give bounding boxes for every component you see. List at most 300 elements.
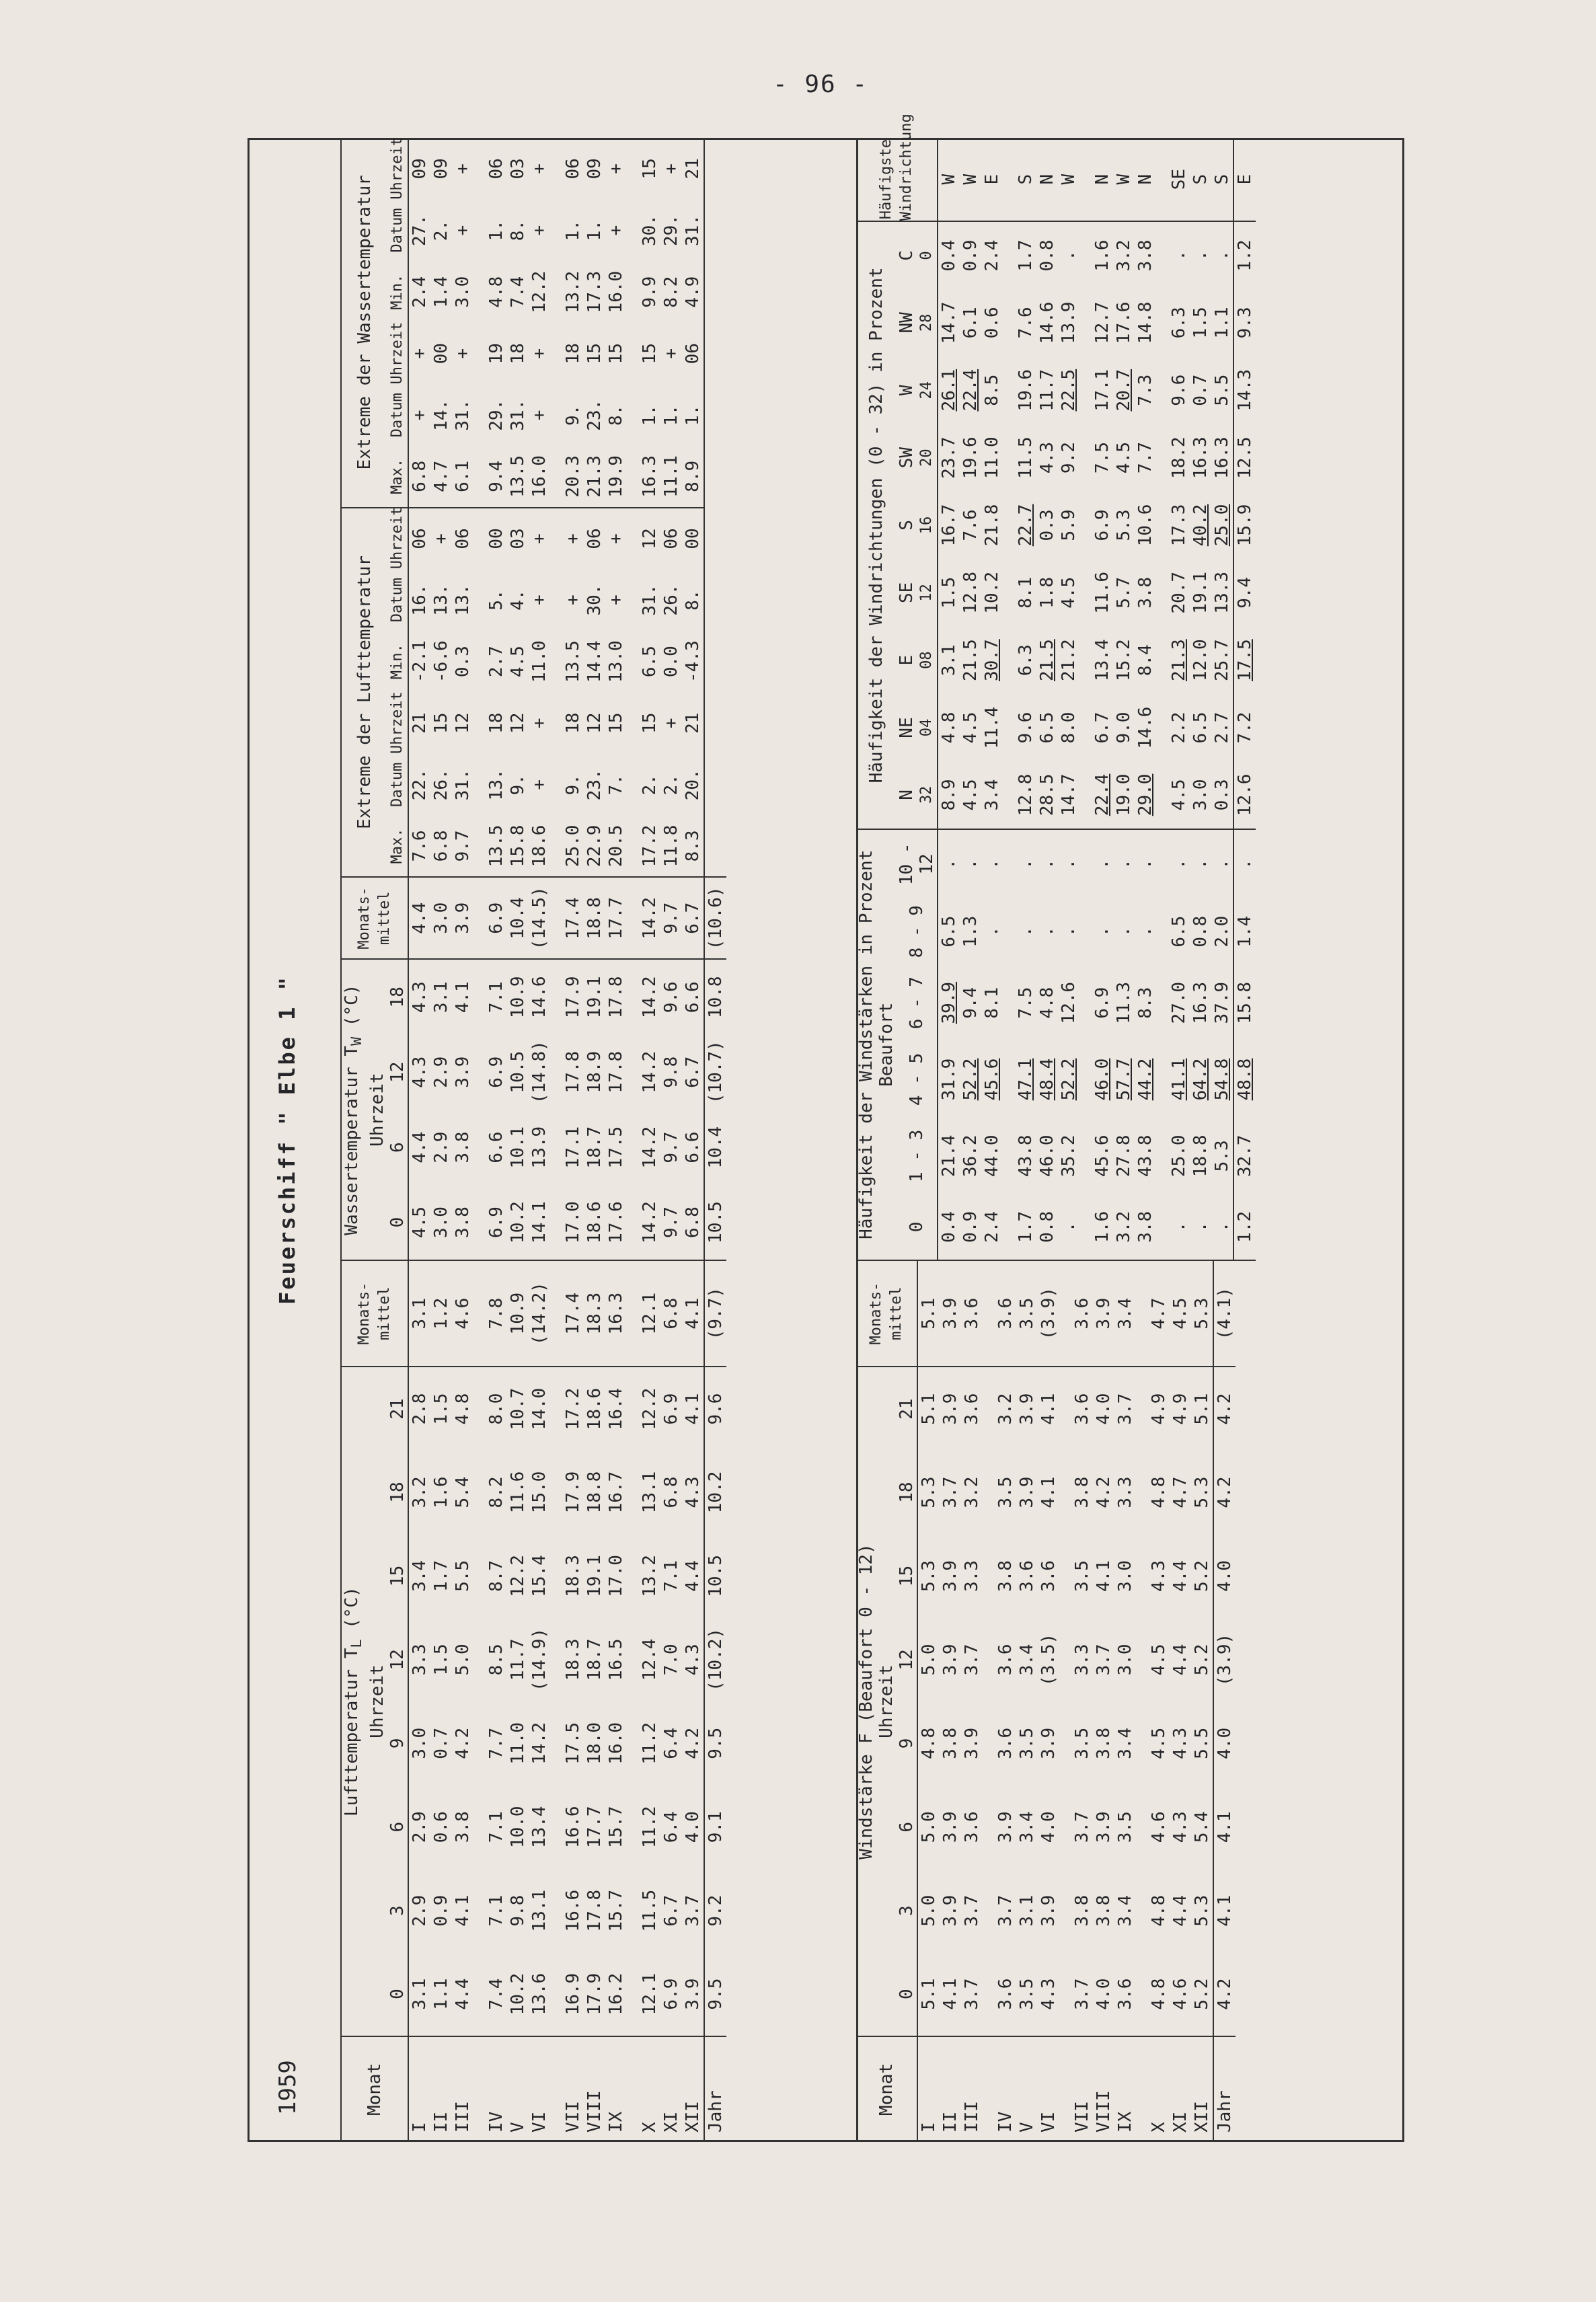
air-extreme-cell: 6.8 [430, 816, 452, 878]
wind-dir-code: 0 [918, 251, 935, 260]
air-temp-cell: 18.6 [584, 1387, 605, 1430]
water-extreme-cell: 14. [431, 399, 452, 431]
air-extreme-cell: 18.6 [529, 816, 550, 878]
wind-year-cell: 4.0 [1213, 1701, 1236, 1785]
air-extreme-col-header: Uhrzeit [387, 692, 408, 754]
water-extreme-cell: 7.4 [508, 276, 529, 308]
wind-dir-freq-cell: 7.6 [960, 509, 981, 541]
wind-strength-cell: 3.5 [1072, 1727, 1092, 1759]
wind-dir-freq-cell: 26.1 [939, 369, 959, 412]
wind-dir-freq-cell: 12.8 [1003, 761, 1036, 829]
water-temp-cell: 18.8 [584, 877, 605, 959]
wind-strength-cell: 3.9 [1093, 1261, 1114, 1367]
water-temp-cell: 10.1 [508, 1126, 529, 1169]
wind-year-cell: 4.2 [1213, 1952, 1236, 2036]
water-extreme-cell: 8.2 [661, 276, 682, 308]
wind-strength-cell: 5.1 [917, 1261, 940, 1367]
air-extreme-cell: 8.3 [682, 816, 704, 878]
wind-hour-header: 18 [897, 1451, 917, 1534]
air-temp-cell: 4.1 [682, 1261, 704, 1367]
wind-strength-cell: 4.4 [1170, 1560, 1190, 1592]
wind-dir-name: SE [897, 582, 917, 603]
water-extreme-cell: 11.1 [660, 446, 682, 508]
wind-dir-freq-cell: 17.3 [1169, 504, 1189, 547]
wind-dir-freq-cell: N [1135, 138, 1156, 221]
water-temp-cell: (14.8) [529, 1040, 550, 1104]
wind-dir-freq-cell: 4.5 [960, 761, 981, 829]
wind-dir-freq-cell: 8.0 [1059, 712, 1079, 744]
water-temp-cell: 10.9 [508, 976, 529, 1019]
water-temp-cell: 6.9 [473, 877, 507, 959]
air-temp-cell: 4.4 [452, 1952, 473, 2036]
wind-year-cell: 4.2 [1213, 1367, 1236, 1451]
wind-dir-freq-cell: 20.7 [1114, 369, 1134, 412]
water-temp-cell: 6.7 [683, 1056, 704, 1088]
water-temp-cell: 3.9 [452, 877, 473, 959]
air-temp-cell: 17.9 [563, 1471, 584, 1514]
air-extreme-col-header: Datum [387, 754, 408, 816]
wind-strength-cell: 5.5 [1192, 1727, 1212, 1759]
water-temp-cell: 17.1 [563, 1126, 584, 1169]
month-label: VIII [1094, 2090, 1114, 2133]
water-extreme-cell: + [453, 225, 473, 236]
wind-dir-freq-cell: 16.3 [1212, 436, 1232, 479]
wind-dir-freq-cell: 29.0 [1135, 761, 1156, 829]
wind-strength-freq-cell: 36.2 [960, 1135, 981, 1178]
month-label: VII [1072, 2101, 1092, 2133]
wind-dir-freq-cell: 0.6 [982, 307, 1002, 339]
air-extreme-col-header: Datum [387, 569, 408, 631]
air-temp-cell: 16.5 [606, 1638, 627, 1681]
air-temp-cell: 14.2 [529, 1722, 550, 1765]
wind-dir-freq-cell: 30.7 [982, 639, 1002, 681]
wind-strength-freq-cell: 3.2 [1113, 1194, 1135, 1260]
air-temp-cell: 10.2 [507, 1952, 529, 2036]
air-extreme-cell: 13. [453, 584, 473, 616]
water-temp-cell: 10.5 [508, 1050, 529, 1094]
air-temp-cell: 7.7 [486, 1727, 507, 1759]
wind-strength-freq-cell: 9.4 [960, 987, 981, 1019]
wind-dir-freq-year-cell: 12.5 [1233, 424, 1256, 491]
wind-hour-header: 6 [897, 1786, 917, 1869]
air-temp-cell: 17.8 [584, 1889, 605, 1932]
wind-strength-cell: 3.6 [961, 1261, 983, 1367]
wind-dir-freq-cell: 3.1 [939, 644, 959, 677]
wind-strength-freq-cell: . [1169, 858, 1189, 870]
water-extreme-cell: + [453, 348, 473, 359]
wind-strength-freq-cell: 39.9 [939, 981, 959, 1024]
wind-dir-freq-cell: SE [1156, 138, 1190, 221]
wind-dir-col-header [897, 559, 938, 626]
air-temp-cell: 9.8 [508, 1894, 529, 1927]
water-temp-cell: 17.8 [606, 1050, 627, 1094]
year-label: Jahr [704, 2036, 726, 2142]
air-temp-cell: 11.5 [640, 1889, 660, 1932]
air-temp-cell: 13.4 [529, 1806, 550, 1849]
wind-dir-freq-cell: 13.9 [1059, 301, 1079, 344]
water-temp-cell: (14.5) [529, 877, 550, 959]
wind-strength-cell: 4.7 [1170, 1476, 1190, 1508]
air-extreme-cell: 12 [640, 528, 660, 549]
wind-strength-freq-cell: . [939, 858, 959, 870]
air-year-cell: 9.5 [704, 1952, 726, 2036]
air-extreme-cell: 06 [584, 528, 605, 549]
wind-dir-freq-cell: 8.9 [938, 761, 960, 829]
wind-dir-freq-cell: 0.4 [939, 239, 959, 272]
wind-strength-cell: 3.6 [995, 1727, 1016, 1759]
air-temp-cell: 8.5 [486, 1644, 507, 1676]
wind-dir-freq-cell: W [1058, 138, 1079, 221]
wind-strength-freq-cell: 43.8 [1135, 1135, 1155, 1178]
wind-strength-cell: 5.3 [919, 1476, 939, 1508]
wind-strength-cell: 3.7 [961, 1952, 983, 2036]
wind-strength-freq-cell: . [1037, 858, 1057, 870]
wind-dir-freq-cell: 10.2 [982, 572, 1002, 614]
wind-dir-name: C [897, 250, 917, 261]
wind-strength-cell: 3.9 [940, 1644, 960, 1676]
wind-dir-freq-cell: 14.6 [1037, 301, 1057, 344]
air-temp-cell: 12.2 [508, 1555, 529, 1597]
air-temp-cell: 16.2 [605, 1952, 627, 2036]
air-temp-cell: 7.1 [486, 1811, 507, 1843]
wind-dir-code: 24 [918, 381, 935, 399]
air-extreme-col-header: Min. [387, 631, 408, 693]
wind-dir-freq-cell: 4.5 [1114, 442, 1134, 474]
air-temp-cell: 8.0 [486, 1393, 507, 1425]
air-extreme-cell: 21 [410, 712, 430, 734]
water-temp-cell: 4.4 [408, 877, 430, 959]
air-temp-cell: 15.7 [606, 1806, 627, 1849]
water-extreme-cell: 18 [563, 343, 584, 365]
wind-strength-freq-cell: . [1114, 926, 1134, 937]
wind-strength-freq-cell: . [1059, 926, 1079, 937]
air-temp-cell: 17.4 [550, 1261, 584, 1367]
wind-dir-freq-cell: 3.8 [1135, 576, 1155, 609]
wind-strength-cell: 3.4 [1017, 1644, 1037, 1676]
air-extreme-cell: 12 [453, 712, 473, 734]
wind-dir-freq-cell: 2.2 [1169, 712, 1189, 744]
wind-year-cell: 4.1 [1213, 1869, 1236, 1952]
air-extreme-cell: 7.6 [408, 816, 430, 878]
air-temp-cell: 10.7 [508, 1387, 529, 1430]
air-temp-cell: 16.4 [606, 1387, 627, 1430]
air-temp-cell: 3.1 [408, 1952, 430, 2036]
air-temp-cell: 4.0 [683, 1811, 704, 1843]
water-hour-header: 12 [387, 1034, 408, 1110]
wind-dir-freq-cell: 1.5 [939, 576, 959, 609]
wind-strength-cell: 3.9 [1038, 1727, 1059, 1759]
water-extreme-cell: 15 [606, 343, 627, 365]
wind-strength-cell: 4.9 [1149, 1393, 1169, 1425]
wind-dir-freq-cell: 25.0 [1212, 504, 1232, 547]
wind-strength-cell: 3.4 [1114, 1261, 1136, 1367]
wind-dir-freq-cell: 4.5 [1156, 761, 1190, 829]
wind-strength-cell: 4.1 [1038, 1393, 1059, 1425]
air-temp-cell: 14.0 [529, 1387, 550, 1430]
wind-dir-freq-cell: 16.3 [1190, 436, 1211, 479]
water-temp-title: Wassertemperatur T [342, 1045, 362, 1235]
air-temp-cell: 2.9 [410, 1811, 430, 1843]
beaufort-header: Beaufort [876, 829, 897, 1260]
wind-strength-freq-cell: 46.0 [1092, 1058, 1112, 1101]
water-temp-cell: 4.3 [410, 1056, 430, 1088]
month-label: XII [1192, 2101, 1212, 2133]
air-temp-cell: 8.7 [486, 1560, 507, 1592]
air-temp-cell: 5.0 [453, 1644, 473, 1676]
wind-dir-freq-cell: S [1003, 138, 1036, 221]
wind-monthly-mean-header: Monats-mittel [856, 1261, 917, 1367]
water-extreme-cell: 9.4 [473, 446, 507, 508]
wind-dir-code: 16 [918, 516, 935, 535]
wind-strength-cell: 3.6 [995, 1644, 1016, 1676]
wind-dir-freq-cell: 23.7 [939, 436, 959, 479]
wind-strength-freq-cell: . [1211, 1194, 1233, 1260]
air-extreme-cell: 23. [584, 769, 605, 801]
water-extreme-cell: 17.3 [584, 270, 605, 313]
air-temp-cell: 10.9 [507, 1261, 529, 1367]
air-year-cell: 9.1 [704, 1786, 726, 1869]
wind-dir-freq-cell: 8.1 [1016, 576, 1036, 609]
air-extreme-cell: 11.8 [660, 816, 682, 878]
month-label: I [919, 2122, 939, 2133]
wind-strength-freq-cell: 25.0 [1169, 1135, 1189, 1178]
water-extremes-header: Extreme der Wassertemperatur [342, 138, 387, 508]
water-temp-cell: 14.2 [640, 1126, 660, 1169]
water-extreme-cell: 16.0 [606, 270, 627, 313]
wind-strength-cell: 5.3 [1191, 1261, 1213, 1367]
wind-dir-freq-cell: 7.7 [1135, 442, 1155, 474]
air-temp-cell: (14.2) [529, 1261, 550, 1367]
wind-strength-cell: 5.0 [919, 1644, 939, 1676]
air-extreme-cell: 9. [508, 774, 529, 796]
wind-dir-freq-cell: 9.2 [1059, 442, 1079, 474]
air-temp-cell: 8.2 [486, 1476, 507, 1508]
month-label: IX [606, 2111, 627, 2133]
water-extreme-cell: 8. [508, 219, 529, 241]
air-temp-cell: 17.5 [563, 1722, 584, 1765]
water-extreme-cell: 2.4 [410, 276, 430, 308]
air-temp-cell: 15.4 [529, 1555, 550, 1597]
water-extreme-cell: + [661, 163, 682, 174]
wind-strength-freq-cell: . [1037, 926, 1057, 937]
wind-strength-freq-cell: . [1016, 858, 1036, 870]
wind-strength-cell: 4.4 [1170, 1644, 1190, 1676]
year-label: 1959 [274, 2060, 301, 2115]
wind-strength-cell: 4.5 [1149, 1727, 1169, 1759]
air-extreme-cell: + [661, 718, 682, 729]
water-temp-cell: 17.5 [606, 1126, 627, 1169]
air-temp-cell: 1.5 [431, 1393, 452, 1425]
air-temp-cell: 13.1 [640, 1471, 660, 1514]
wind-strength-freq-cell: 16.3 [1190, 981, 1211, 1024]
wind-strength-cell: 3.4 [1017, 1811, 1037, 1843]
water-temp-cell: 3.9 [453, 1056, 473, 1088]
wind-strength-freq-cell: 45.6 [982, 1058, 1002, 1101]
wind-dir-freq-cell: 22.5 [1059, 369, 1079, 412]
air-temp-sub: L [348, 1639, 366, 1648]
wind-strength-freq-cell: 35.2 [1059, 1135, 1079, 1178]
wind-dir-freq-cell: 25.7 [1212, 639, 1232, 681]
wind-strength-freq-cell: . [1190, 858, 1211, 870]
wind-strength-cell: 3.5 [1115, 1811, 1135, 1843]
wind-strength-cell: 5.2 [1192, 1644, 1212, 1676]
air-hour-header: 6 [387, 1786, 408, 1869]
water-extreme-cell: 4.9 [683, 276, 704, 308]
wind-dir-freq-cell: 6.3 [1016, 644, 1036, 677]
month-label: X [1149, 2122, 1169, 2133]
frequent-dir-header: Häufigste Windrichtung [856, 138, 938, 221]
air-monthly-mean-header: Monats-mittel [342, 1261, 408, 1367]
water-extreme-cell: 31. [508, 399, 529, 431]
air-temp-cell: 6.7 [661, 1894, 682, 1927]
wind-strength-cell: 3.6 [1114, 1952, 1136, 2036]
air-temp-cell: 6.9 [661, 1393, 682, 1425]
air-extreme-cell: 0.0 [661, 646, 682, 678]
air-extreme-col-header: Uhrzeit [387, 508, 408, 570]
wind-strength-cell: 3.2 [995, 1393, 1016, 1425]
wind-strength-cell: 3.8 [1072, 1894, 1092, 1927]
water-uhrzeit-header: Uhrzeit [367, 959, 387, 1260]
wind-strength-cell: 4.1 [1038, 1476, 1059, 1508]
air-extreme-cell: 15 [640, 712, 660, 734]
wind-strength-cell: 3.7 [962, 1894, 982, 1927]
wind-strength-freq-cell: 37.9 [1212, 981, 1232, 1024]
air-temp-cell: 5.5 [453, 1560, 473, 1592]
air-year-cell: 9.5 [704, 1701, 726, 1785]
wind-strength-cell: 4.5 [1149, 1644, 1169, 1676]
air-extreme-cell: 22.9 [584, 816, 605, 878]
wind-strength-cell: 4.3 [1170, 1727, 1190, 1759]
wind-dir-name: NE [897, 717, 917, 738]
wind-hour-header: 9 [897, 1701, 917, 1785]
wind-strength-freq-cell: 45.6 [1092, 1135, 1112, 1178]
air-extreme-cell: 9.7 [452, 816, 473, 878]
wind-strength-cell: 3.5 [1072, 1560, 1092, 1592]
wind-strength-freq-cell: 2.0 [1212, 915, 1232, 948]
water-temp-cell: 18.9 [584, 1050, 605, 1094]
air-temp-cell: 7.1 [486, 1894, 507, 1927]
air-temp-cell: 17.0 [606, 1555, 627, 1597]
water-temp-cell: 18.7 [584, 1126, 605, 1169]
wind-strength-cell: 3.0 [1115, 1560, 1135, 1592]
wind-strength-cell: 3.5 [1016, 1261, 1038, 1367]
wind-dir-code: 04 [918, 718, 935, 737]
air-extreme-cell: 15.8 [507, 816, 529, 878]
wind-strength-freq-cell: . [1135, 858, 1155, 870]
wind-strength-freq-cell: 8.1 [982, 987, 1002, 1019]
water-extreme-cell: 9.9 [640, 276, 660, 308]
wind-strength-freq-year-cell: . [1233, 829, 1256, 898]
air-temp-cell: 0.7 [431, 1727, 452, 1759]
water-extreme-cell: 12.2 [529, 270, 550, 313]
air-temp-cell: 7.8 [473, 1261, 507, 1367]
water-extreme-cell: 1. [661, 404, 682, 426]
water-temp-cell: 6.6 [486, 1131, 507, 1163]
month-label: XI [1170, 2111, 1190, 2133]
air-temp-cell: 15.7 [606, 1889, 627, 1932]
water-extreme-cell: 1. [584, 219, 605, 241]
wind-dir-freq-cell: 12.8 [960, 572, 981, 614]
water-hour-header: 6 [387, 1110, 408, 1185]
air-temp-cell: 11.6 [508, 1471, 529, 1514]
wind-dir-col-header [897, 289, 938, 356]
water-temp-cell: 6.6 [683, 1131, 704, 1163]
air-extreme-cell: + [606, 594, 627, 605]
wind-strength-cell: 4.8 [1149, 1476, 1169, 1508]
wind-dir-freq-cell: 11.0 [982, 436, 1002, 479]
wind-strength-freq-cell: 47.1 [1016, 1058, 1036, 1101]
air-temp-cell: 7.4 [473, 1952, 507, 2036]
water-extreme-cell: + [529, 348, 550, 359]
air-year-cell: (10.2) [704, 1618, 726, 1701]
wind-dir-freq-cell: 4.8 [939, 712, 959, 744]
air-extreme-cell: 8. [683, 589, 704, 611]
air-temp-cell: 1.2 [430, 1261, 452, 1367]
air-temp-cell: 6.8 [661, 1476, 682, 1508]
wind-dir-freq-header: Häufigkeit der Windrichtungen (0 - 32) in Prozent [856, 221, 897, 829]
wind-dir-freq-cell: 10.6 [1135, 504, 1155, 547]
water-extreme-cell: 9. [563, 404, 584, 426]
air-extreme-cell: 06 [453, 528, 473, 549]
water-year-cell: (10.7) [704, 1034, 726, 1110]
wind-strength-freq-cell: . [1114, 858, 1134, 870]
wind-dir-name: W [897, 385, 917, 396]
water-temp-cell: 14.2 [627, 1185, 660, 1260]
water-temp-cell: 3.0 [430, 1185, 452, 1260]
wind-dir-col-header [897, 761, 938, 829]
month-label: X [640, 2122, 660, 2133]
wind-strength-cell: 3.1 [1017, 1894, 1037, 1927]
air-extreme-cell: 00 [683, 528, 704, 549]
wind-dir-freq-cell: S [1211, 138, 1233, 221]
water-extreme-cell: 6.1 [452, 446, 473, 508]
wind-dir-freq-cell: W [960, 138, 981, 221]
wind-strength-cell: 3.9 [1094, 1811, 1114, 1843]
wind-strength-cell: 3.5 [1017, 1727, 1037, 1759]
wind-dir-freq-cell: 14.7 [1058, 761, 1079, 829]
wind-strength-freq-cell: 0.8 [1190, 915, 1211, 948]
wind-strength-cell: 5.1 [1192, 1393, 1212, 1425]
wind-dir-code: 28 [918, 313, 935, 332]
month-label: IV [486, 2111, 507, 2133]
air-temp-cell: (14.9) [529, 1627, 550, 1691]
air-temp-cell: 11.2 [640, 1722, 660, 1765]
water-temp-cell: 18.6 [584, 1185, 605, 1260]
wind-dir-freq-cell: 4.3 [1037, 442, 1057, 474]
wind-dir-freq-year-cell: 12.6 [1233, 761, 1256, 829]
wind-strength-cell: 3.5 [995, 1476, 1016, 1508]
air-hour-header: 18 [387, 1451, 408, 1534]
air-extreme-cell: 18 [563, 712, 584, 734]
wind-strength-freq-cell: 64.2 [1190, 1058, 1211, 1101]
wind-strength-freq-cell: . [1059, 858, 1079, 870]
wind-strength-cell: 5.3 [919, 1560, 939, 1592]
wind-strength-freq-year-cell: 48.8 [1233, 1041, 1256, 1118]
wind-strength-cell: 5.0 [919, 1811, 939, 1843]
wind-dir-freq-cell: 40.2 [1190, 504, 1211, 547]
air-temp-cell: 6.4 [661, 1727, 682, 1759]
air-extreme-cell: 26. [431, 769, 452, 801]
wind-strength-cell: 3.6 [962, 1393, 982, 1425]
water-extreme-cell: 00 [431, 343, 452, 365]
air-temp-cell: 1.7 [431, 1560, 452, 1592]
wind-strength-freq-cell: . [1135, 926, 1155, 937]
monat-header: Monat [342, 2036, 408, 2142]
air-extreme-cell: + [431, 533, 452, 544]
air-temp-cell: 3.2 [410, 1476, 430, 1508]
air-temp-cell: 3.3 [410, 1644, 430, 1676]
air-extreme-cell: + [529, 594, 550, 605]
